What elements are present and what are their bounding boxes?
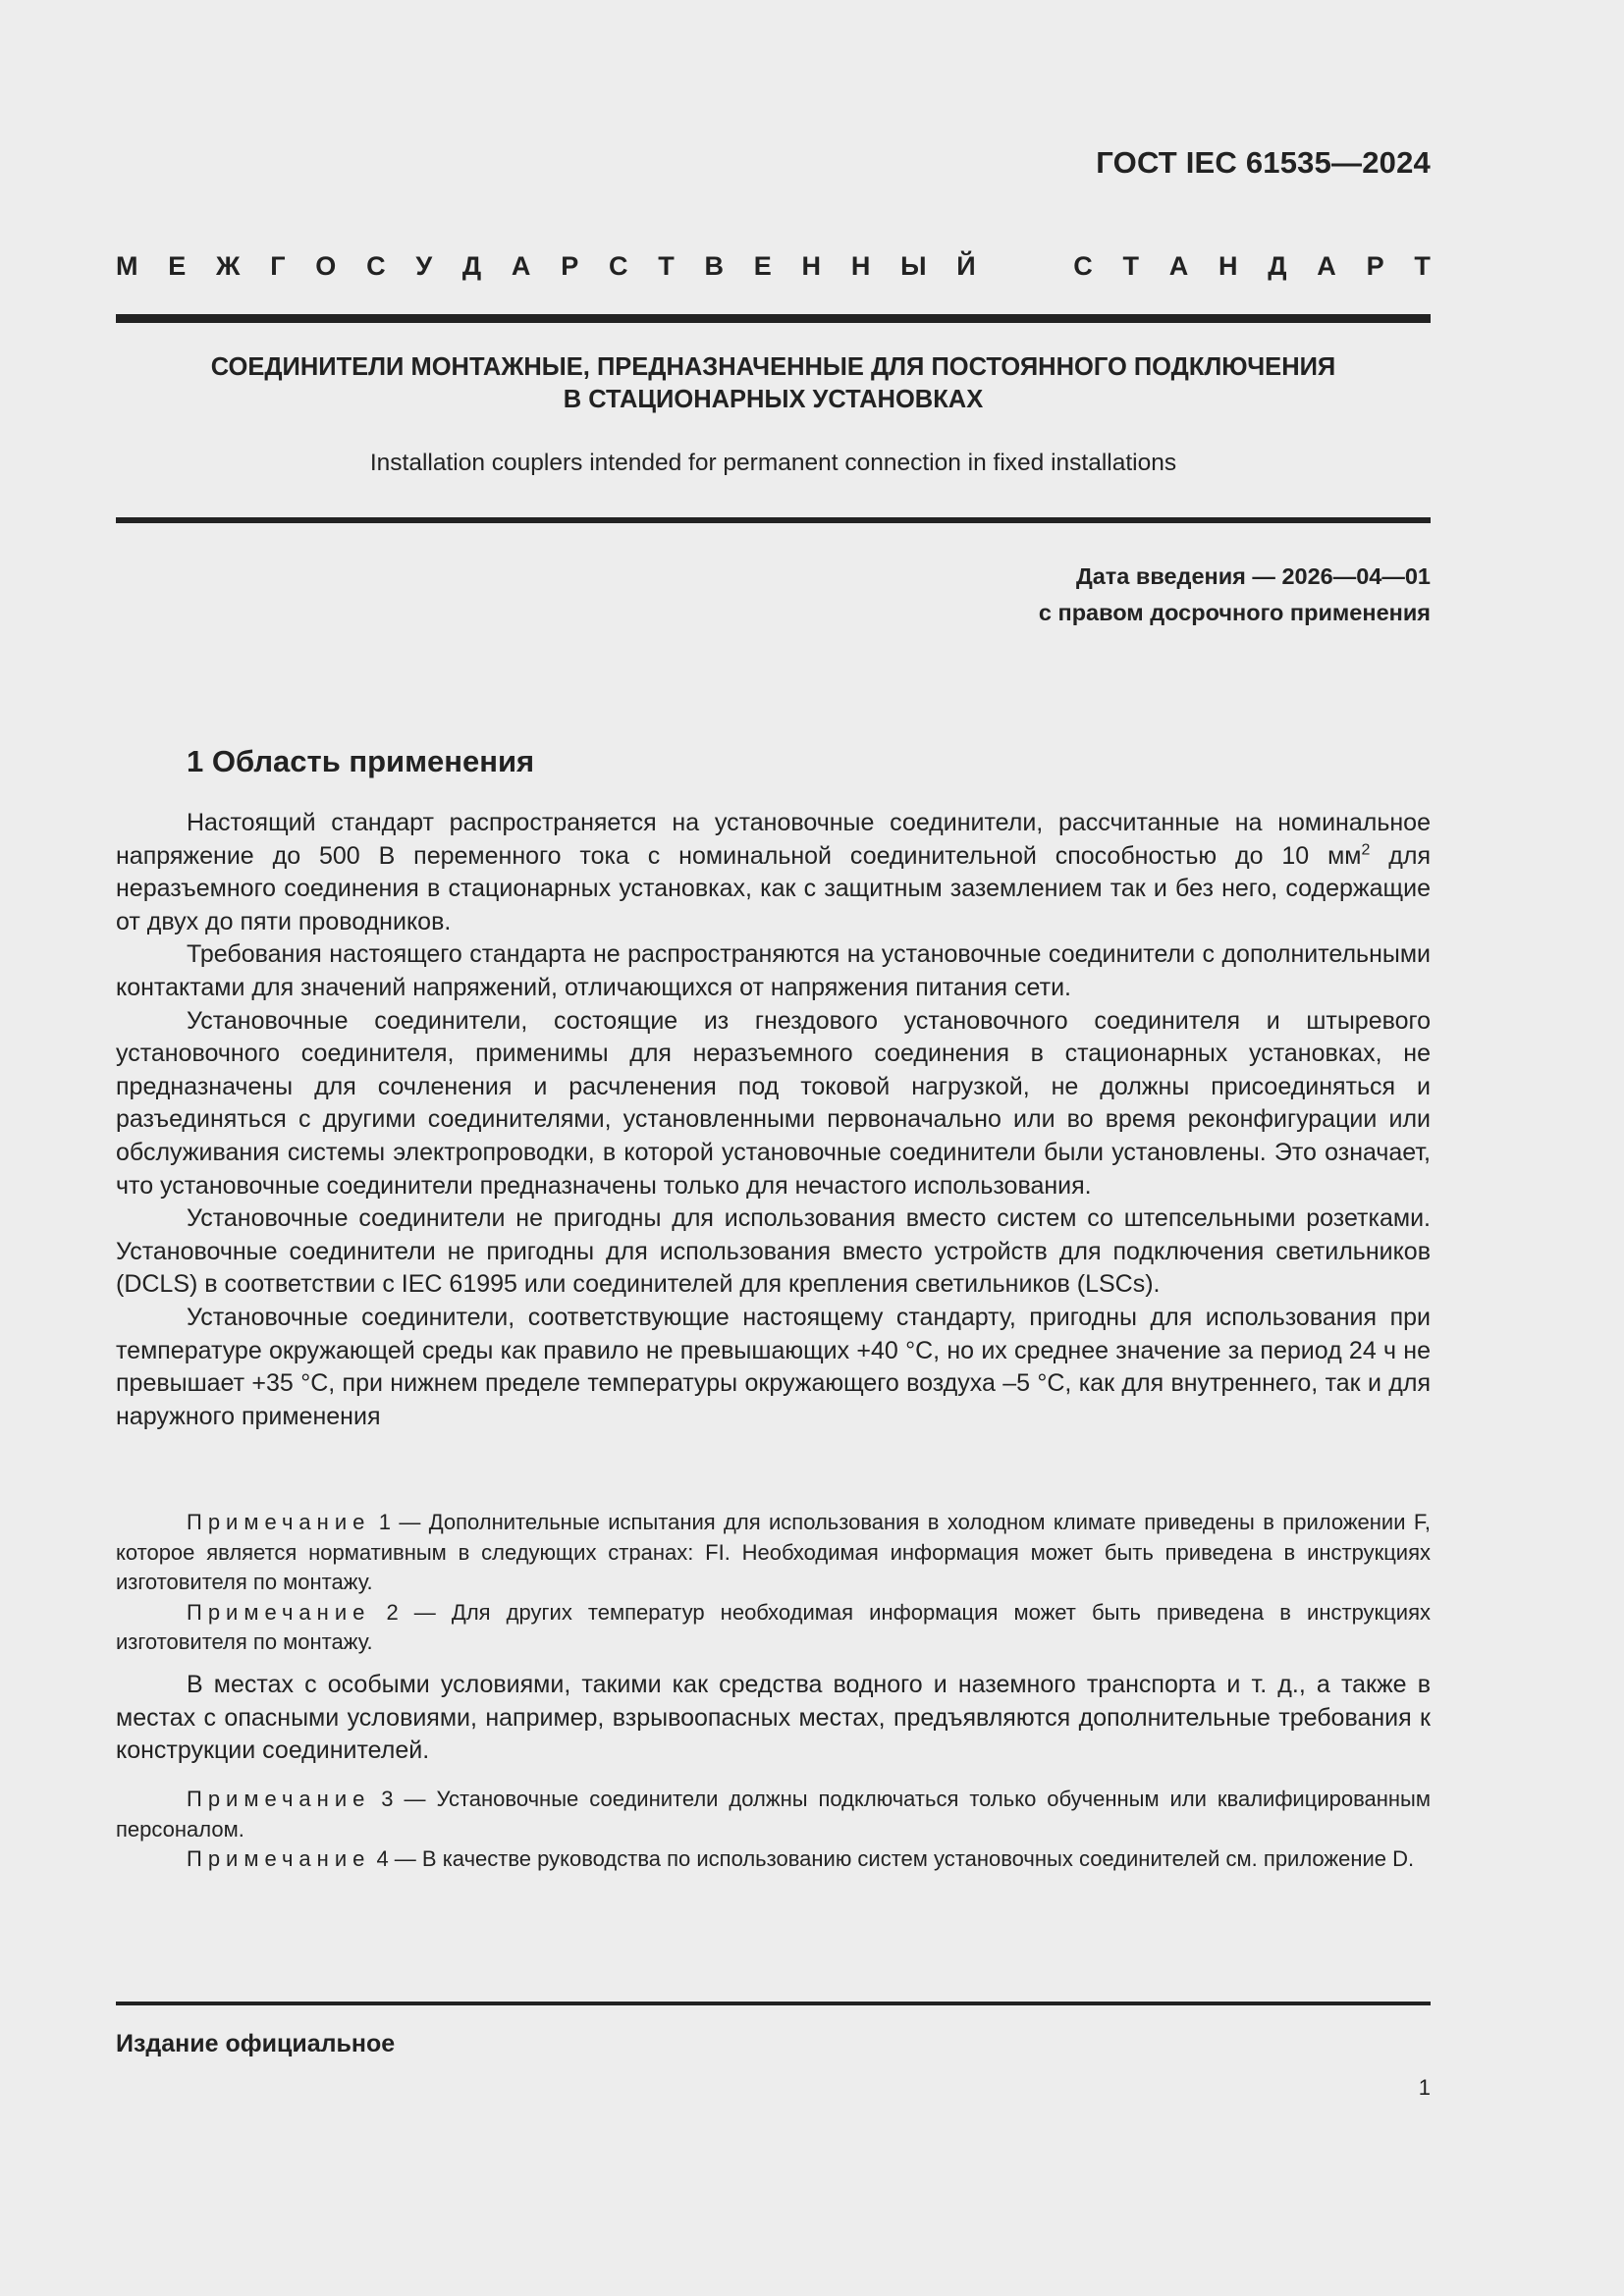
paragraph-3: Установочные соединители, состоящие из гнездового установочного соединителя и штыревого установочного соединителя, применимы для неразъемного соединения в стационарных установках, не предназначены для сочленения и расчленения под токовой нагрузкой, не должны присоединяться и разъединяться с другими соединителями, установленными первоначально или во время реконфигурации или обслуживания системы электропроводки, в которой установочные соединители были установлены. Это означает, что установочные соединители предназначены только для нечастого использования. xyxy=(116,1006,1431,1200)
standard-type-letter: С xyxy=(366,251,386,281)
standard-type-letter: Е xyxy=(753,251,772,281)
standard-type-letter: А xyxy=(1317,251,1336,281)
early-application-note: с правом досрочного применения xyxy=(1038,600,1431,625)
page-number: 1 xyxy=(1418,2075,1431,2100)
header-divider-thick xyxy=(116,314,1431,323)
document-title-ru xyxy=(116,351,1431,416)
paragraph-6: В местах с особыми условиями, такими как средства водного и наземного транспорта и т. д., а также в местах с опасными условиями, например, взрывоопасных местах, предъявляются дополнительные требования к конструкции соединителей. xyxy=(116,1671,1431,1765)
standard-type-letter: Ы xyxy=(900,251,927,281)
note-3 xyxy=(116,1785,1431,1844)
document-title-en: Installation couplers intended for permanent connection in fixed installations xyxy=(369,450,1177,476)
note-1-text: 1 — Дополнительные испытания для использования в холодном климате приведены в приложении F, которое является нормативным в следующих странах: FI. Необходимая информация может быть приведена в инструкциях изготовителя по монтажу. xyxy=(116,1510,1431,1594)
notes-group-1 xyxy=(116,1508,1431,1658)
note-1 xyxy=(116,1508,1431,1598)
title-divider xyxy=(116,517,1431,523)
standard-type-letter: Д xyxy=(1268,251,1287,281)
introduction-date-block xyxy=(1039,559,1431,631)
standard-type-letter: Т xyxy=(658,251,675,281)
standard-type-letter: Ж xyxy=(216,251,241,281)
standard-type-letter: У xyxy=(415,251,433,281)
section-heading: 1 Область применения xyxy=(187,744,535,778)
note-label: Примечание xyxy=(187,1846,371,1871)
standard-type-letter: Р xyxy=(561,251,579,281)
note-label: Примечание xyxy=(187,1510,371,1534)
note-3-text: 3 — Установочные соединители должны подключаться только обученным или квалифицированным персоналом. xyxy=(116,1787,1431,1842)
standard-type-letter: В xyxy=(704,251,724,281)
paragraph-1-text-b: для неразъемного соединения в стационарных установках, как с защитным заземлением так и без него, содержащие от двух до пяти проводников. xyxy=(116,841,1431,935)
introduction-date: Дата введения — 2026—04—01 xyxy=(1075,563,1431,589)
standard-type-letter: Д xyxy=(461,251,482,281)
title-ru-line-1: СОЕДИНИТЕЛИ МОНТАЖНЫЕ, ПРЕДНАЗНАЧЕННЫЕ ДЛЯ ПОСТОЯННОГО ПОДКЛЮЧЕНИЯ xyxy=(210,353,1336,381)
special-conditions-paragraph-block xyxy=(116,1669,1431,1768)
title-ru-line-2: В СТАЦИОНАРНЫХ УСТАНОВКАХ xyxy=(563,386,984,413)
standard-type-letter: Н xyxy=(1218,251,1238,281)
note-label: Примечание xyxy=(187,1599,371,1625)
standard-type-letter: А xyxy=(511,251,531,281)
standard-type-letter: Н xyxy=(801,251,822,281)
note-4 xyxy=(116,1844,1431,1875)
official-edition-label: Издание официальное xyxy=(116,2030,396,2057)
standard-type-letter: Е xyxy=(168,251,187,281)
standard-type-letter: Й xyxy=(956,251,976,281)
paragraph-2: Требования настоящего стандарта не распространяются на установочные соединители с дополнительными контактами для значений напряжений, отличающихся от напряжения питания сети. xyxy=(116,940,1431,1001)
paragraph-4: Установочные соединители не пригодны для использования вместо систем со штепсельными розетками. Установочные соединители не пригодны для использования вместо устройств для подключения светильников (DCLS) в соответствии с IEC 61995 или соединителей для крепления светильников (LSCs). xyxy=(116,1204,1431,1299)
standard-type-letter: О xyxy=(315,251,337,281)
standard-type-letter: А xyxy=(1168,251,1189,281)
note-2-text: 2 — Для других температур необходимая информация может быть приведена в инструкциях изготовителя по монтажу. xyxy=(116,1599,1431,1654)
standard-type-letter: М xyxy=(116,251,138,281)
standard-type-letter: Г xyxy=(270,251,286,281)
standard-type-heading xyxy=(116,251,1431,282)
notes-group-2 xyxy=(116,1785,1431,1875)
standard-type-letter: Н xyxy=(850,251,871,281)
note-label: Примечание xyxy=(187,1787,371,1811)
paragraph-1-text-a: Настоящий стандарт распространяется на установочные соединители, рассчитанные на номинальное напряжение до 500 В переменного тока с номинальной соединительной способностью до 10 мм xyxy=(116,809,1431,870)
document-number: ГОСТ IEC 61535—2024 xyxy=(1096,145,1431,180)
note-4-text: 4 — В качестве руководства по использованию систем установочных соединителей см. приложение D. xyxy=(370,1846,1415,1871)
paragraph-1 xyxy=(116,807,1431,938)
standard-type-letter: С xyxy=(1073,251,1093,281)
scope-paragraphs xyxy=(116,807,1431,1433)
standard-type-letter: С xyxy=(608,251,628,281)
note-2 xyxy=(116,1598,1431,1658)
word-gap xyxy=(1005,251,1043,282)
standard-type-letter: Р xyxy=(1366,251,1384,281)
footer-divider xyxy=(116,2002,1431,2005)
superscript-2: 2 xyxy=(1361,841,1371,859)
standard-type-letter: Т xyxy=(1122,251,1139,281)
standard-type-letter: Т xyxy=(1414,251,1431,281)
paragraph-5: Установочные соединители, соответствующие настоящему стандарту, пригодны для использования при температуре окружающей среды как правило не превышающих +40 °С, но их среднее значение за период 24 ч не превышает +35 °С, при нижнем пределе температуры окружающего воздуха –5 °С, как для внутреннего, так и для наружного применения xyxy=(116,1303,1431,1430)
